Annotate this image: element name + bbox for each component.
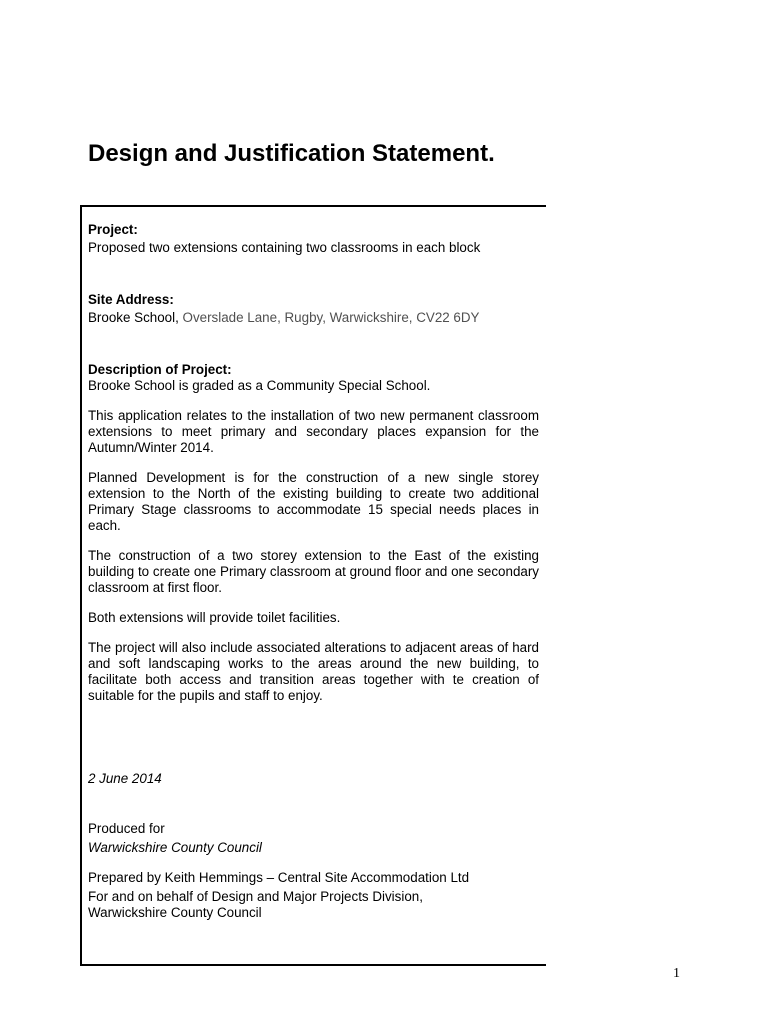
site-address: [88, 310, 539, 326]
statement-date: 2 June 2014: [88, 771, 162, 786]
site-address-location: Overslade Lane, Rugby, Warwickshire, CV22 6DY: [178, 310, 480, 325]
project-text: Proposed two extensions containing two classrooms in each block: [88, 240, 481, 255]
project-label: Project:: [88, 222, 138, 237]
site-address-label: Site Address:: [88, 292, 174, 307]
description-paragraph: The project will also include associated alterations to adjacent areas of hard and soft landscaping works to the areas around the new building, to facilitate both access and transition areas together with te creation of suitable for the pupils and staff to enjoy.: [88, 640, 539, 703]
description-paragraph: This application relates to the installation of two new permanent classroom extensions to meet primary and secondary places expansion for the Autumn/Winter 2014.: [88, 408, 539, 455]
prepared-by: Prepared by Keith Hemmings – Central Site Accommodation Ltd: [88, 870, 470, 885]
statement-body: [88, 222, 539, 921]
description-paragraph: Planned Development is for the construction of a new single storey extension to the North of the existing building to create two additional Primary Stage classrooms to accommodate 15 special needs places in each.: [88, 470, 539, 533]
description-label: Description of Project:: [88, 362, 232, 377]
description-intro: Brooke School is graded as a Community Special School.: [88, 378, 431, 393]
site-address-school: Brooke School,: [88, 310, 179, 325]
on-behalf-line: Warwickshire County Council: [88, 905, 262, 920]
page-title: Design and Justification Statement.: [88, 140, 495, 167]
produced-for-label: Produced for: [88, 821, 165, 836]
description-paragraph: The construction of a two storey extension to the East of the existing building to create one Primary classroom at ground floor and one secondary classroom at first floor.: [88, 548, 539, 595]
produced-for-organisation: Warwickshire County Council: [88, 840, 262, 855]
on-behalf-line: For and on behalf of Design and Major Projects Division,: [88, 889, 423, 904]
description-paragraph: Both extensions will provide toilet facilities.: [88, 610, 341, 625]
page-number: 1: [673, 966, 680, 981]
